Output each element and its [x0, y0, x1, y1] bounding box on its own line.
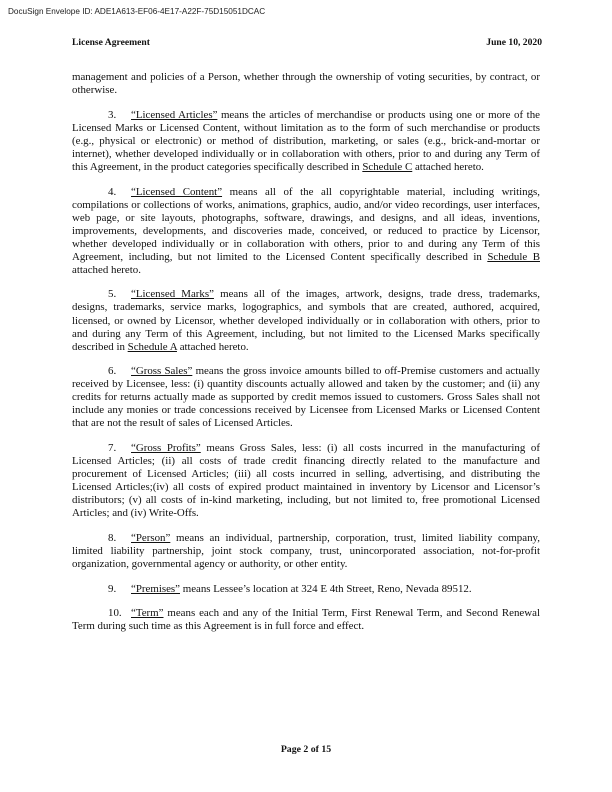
page-number: Page 2 of 15	[280, 744, 332, 755]
definition-number: 6.	[108, 365, 117, 378]
defined-term: “Gross Sales”	[131, 365, 193, 378]
definition-number: 4.	[108, 185, 117, 198]
definition-text: means an individual, partnership, corporation, trust, limited liability company, limited liability partnership, joint stock company, trust, unincorporated association, not-for-profit organization, governmental agency or authority, or other entity.	[72, 531, 540, 571]
definition-text: means the gross invoice amounts billed to off-Premise customers and actually received by Licensee, less: (i) quantity discounts actually allowed and taken by the customer; and (ii) any credits for returns actually made as supported by credit memos issued to customers. Gross Sales shall not include any monies or trade concessions received by Licensee from Licensed Marks or Licensed Content that are not the result of sales of Licensed Articles.	[72, 365, 540, 430]
schedule-reference: Schedule A	[127, 340, 177, 353]
defined-term: “Premises”	[131, 582, 180, 595]
definition-gross-profits	[72, 442, 540, 520]
defined-term: “Gross Profits”	[131, 442, 201, 455]
definition-number: 7.	[108, 442, 117, 455]
definition-number: 9.	[108, 582, 117, 595]
definition-number: 5.	[108, 288, 117, 301]
definition-text: means Lessee’s location at 324 E 4th Street, Reno, Nevada 89512.	[180, 582, 472, 595]
document-body	[72, 71, 540, 645]
defined-term: “Licensed Content”	[131, 185, 223, 198]
paragraph-continuation: management and policies of a Person, whether through the ownership of voting securities, by contract, or otherwise.	[72, 71, 540, 97]
definition-text-end: attached hereto.	[412, 160, 484, 173]
definition-gross-sales	[72, 365, 540, 430]
definition-text: means all of the all copyrightable material, including writings, compilations or collections of works, animations, graphics, audio, and/or video recordings, user interfaces, web page, or site layouts, photographs, software, drawings, and designs, and all ideas, inventions, improvements, developments, and discoveries made, conceived, or reduced to practice by Licensor, whether developed individually or in collaboration with others, prior to and during any Term of this Agreement, including, but not limited to the Licensed Content specifically described in	[72, 185, 541, 263]
page-header	[72, 37, 542, 48]
definition-licensed-marks	[72, 288, 540, 353]
defined-term: “Licensed Articles”	[131, 108, 218, 121]
definition-text-end: attached hereto.	[72, 263, 141, 276]
definition-licensed-content	[72, 186, 540, 277]
definition-number: 10.	[108, 607, 122, 620]
definition-text: means all of the images, artwork, designs, trade dress, trademarks, designs, trademarks, service marks, logographics, and symbols that are created, authored, acquired, licensed, or owned by Licensor, whether developed individually or in collaboration with others, prior to and during any Term of this Agreement, including, but not limited to the Licensed Marks specifically described in	[72, 288, 540, 353]
definition-number: 3.	[108, 108, 117, 121]
definition-text-end: attached hereto.	[176, 340, 249, 353]
definition-person	[72, 532, 540, 571]
header-date: June 10, 2020	[486, 37, 542, 48]
defined-term: “Term”	[131, 607, 164, 620]
header-title: License Agreement	[72, 37, 150, 48]
defined-term: “Person”	[131, 531, 171, 544]
definition-number: 8.	[108, 531, 117, 544]
definition-text: means Gross Sales, less: (i) all costs incurred in the manufacturing of Licensed Articles; (ii) all costs of trade credit financing directly related to the manufacture and procurement of Licensed Articles; (iii) all costs incurred in selling, advertising, and distributing the Licensed Articles;(iv) all costs of expired product maintained in inventory by Licensor and Licensor’s distributors; (v) all costs of in-kind marketing, including, but not limited to, free promotional Licensed Articles; and (iv) Write-Offs.	[72, 442, 540, 520]
docusign-envelope-id: DocuSign Envelope ID: ADE1A613-EF06-4E17-A22F-75D15051DCAC	[8, 7, 266, 16]
defined-term: “Licensed Marks”	[131, 288, 214, 301]
schedule-reference: Schedule B	[487, 250, 540, 263]
definition-licensed-articles	[72, 109, 540, 174]
definition-premises	[72, 583, 540, 596]
schedule-reference: Schedule C	[362, 160, 413, 173]
definition-term	[72, 607, 540, 633]
definition-text: means each and any of the Initial Term, First Renewal Term, and Second Renewal Term during such time as this Agreement is in full force and effect.	[72, 607, 540, 633]
definition-text: means the articles of merchandise or products using one or more of the Licensed Marks or Licensed Content, without limitation as to the form of such merchandise or products (e.g., physical or electronic) or method of distribution, marketing, or sales (e.g., brick-and-mortar or internet), whether developed individually or in collaboration with others, prior to and during any Term of this Agreement, in the product categories specifically described in	[72, 108, 540, 173]
